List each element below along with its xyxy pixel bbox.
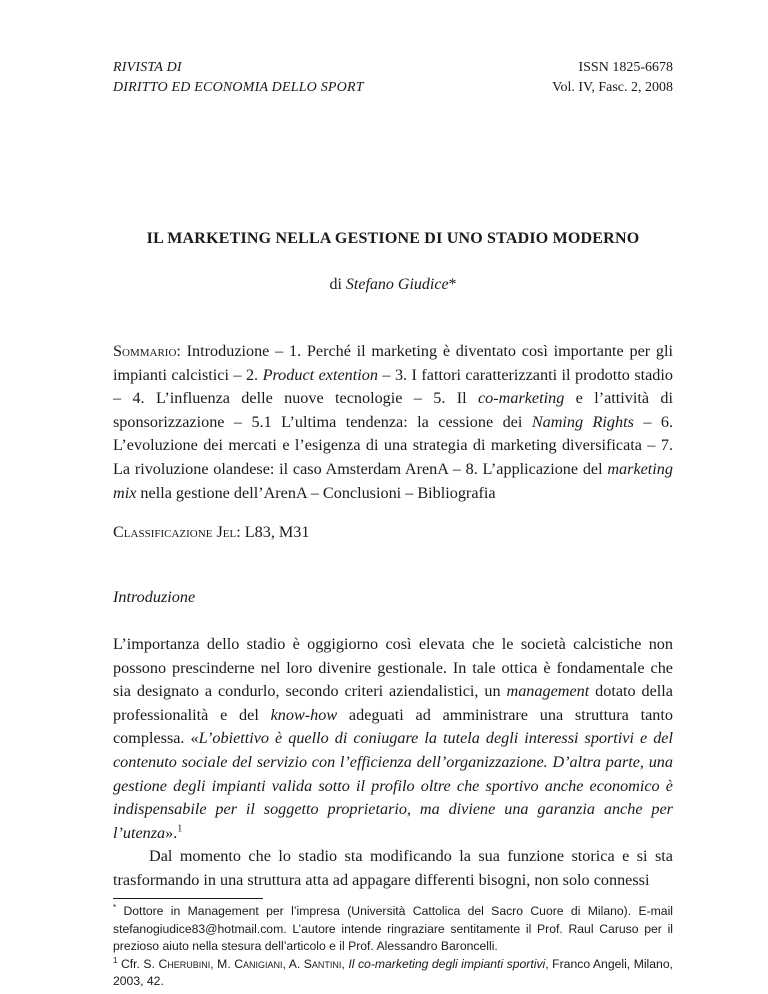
summary-label: Sommario bbox=[113, 342, 177, 360]
cited-author: Cherubini bbox=[158, 956, 211, 971]
jel-codes: : L83, M31 bbox=[236, 523, 310, 541]
footnote-text: Dottore in Management per l’impresa (Università Cattolica del Sacro Cuore di Milano). E-mail stefanogiudice83@hotmail.com. L’autore intende ringraziare sentitamente il Prof. Raul Caruso per il prezioso aiuto nella stesura dell’articolo e il Prof. Alessandro Baroncelli. bbox=[113, 904, 673, 953]
paragraph-text: ». bbox=[165, 823, 178, 842]
author-footnote-mark: * bbox=[448, 276, 457, 293]
volume-issue: Vol. IV, Fasc. 2, 2008 bbox=[552, 80, 673, 95]
author-byline bbox=[113, 276, 673, 294]
summary-text: : Introduzione – 1. Perché il marketing è diventato così importante per gli impianti calcistici – 2. bbox=[113, 342, 673, 384]
paragraph: Dal momento che lo stadio sta modificando la sua funzione storica e si sta trasformando in una struttura atta ad appagare differenti bisogni, non solo connessi bbox=[113, 847, 673, 889]
paragraph bbox=[113, 633, 673, 845]
journal-name bbox=[113, 58, 364, 98]
jel-label: Classificazione Jel bbox=[113, 523, 237, 541]
summary-italic: Product extention bbox=[262, 365, 378, 384]
jel-classification bbox=[113, 523, 673, 542]
journal-issue-info bbox=[552, 58, 673, 98]
paragraph-text: adeguati ad amministrare una struttura tanto complessa. « bbox=[113, 705, 673, 748]
author-name: Stefano Giudice bbox=[345, 276, 449, 293]
issn: ISSN 1825-6678 bbox=[578, 60, 673, 75]
journal-line-1: RIVISTA DI bbox=[113, 60, 182, 75]
summary-text: e l’attività di sponsorizzazione – 5.1 L’ultima tendenza: la cessione dei bbox=[113, 389, 673, 431]
summary-text: – 6. L’evoluzione dei mercati e l’esigenza di una strategia di marketing diversificata – 7. La rivoluzione olandese: il caso Amsterdam ArenA – 8. L’applicazione del bbox=[113, 412, 674, 478]
paragraph-text: L’importanza dello stadio è oggigiorno così elevata che le società calcistiche non possono prescinderne nel loro divenire gestionale. In tale ottica è fondamentale che sia designato a condurlo, secondo criteri aziendalistici, un bbox=[113, 635, 673, 701]
footnote-1 bbox=[113, 956, 673, 991]
section-heading: Introduzione bbox=[113, 588, 196, 606]
footnote-text: , bbox=[341, 956, 349, 971]
summary-text: – 3. I fattori caratterizzanti il prodotto stadio – 4. L’influenza delle nuove tecnologie – 5. Il bbox=[113, 365, 673, 408]
paragraph-italic: know-how bbox=[270, 705, 338, 724]
footnotes bbox=[113, 903, 673, 991]
paragraph-text: dotato della professionalità e del bbox=[113, 682, 673, 724]
footnote-text: Cfr. S. bbox=[117, 956, 159, 971]
body-text bbox=[113, 633, 673, 893]
cited-author: Santini bbox=[303, 956, 342, 971]
footnote-mark: 1 bbox=[113, 955, 118, 965]
cited-author: Canigiani bbox=[234, 956, 283, 971]
footnote-text: , M. bbox=[210, 956, 235, 971]
article-title: IL MARKETING NELLA GESTIONE DI UNO STADIO MODERNO bbox=[146, 230, 640, 247]
footnote-text: , A. bbox=[282, 956, 304, 971]
paragraph-italic: management bbox=[506, 682, 590, 701]
footnote-text: , Franco Angeli, Milano, 2003, 42. bbox=[113, 956, 673, 988]
byline-prefix: di bbox=[329, 276, 346, 293]
footnote-author bbox=[113, 903, 673, 956]
summary-italic: marketing mix bbox=[113, 459, 673, 502]
summary-italic: co-marketing bbox=[478, 389, 565, 408]
quotation: L’obiettivo è quello di coniugare la tutela degli interessi sportivi e del contenuto sociale del servizio con l’efficienza dell’organizzazione. D’altra parte, una gestione degli impianti valida sotto il profilo oltre che sportivo anche economico è indispensabile per il soggetto proprietario, ma diviene una garanzia anche per l’utenza bbox=[113, 729, 673, 842]
journal-line-2: DIRITTO ED ECONOMIA DELLO SPORT bbox=[113, 80, 364, 95]
summary-italic: Naming Rights bbox=[531, 412, 634, 431]
summary-text: nella gestione dell’ArenA – Conclusioni – Bibliografia bbox=[136, 483, 496, 502]
footnote-mark: * bbox=[113, 902, 117, 912]
footnote-ref: 1 bbox=[177, 823, 183, 835]
cited-title: Il co-marketing degli impianti sportivi bbox=[348, 956, 546, 971]
summary-section bbox=[113, 340, 673, 505]
footnote-divider bbox=[113, 898, 263, 899]
